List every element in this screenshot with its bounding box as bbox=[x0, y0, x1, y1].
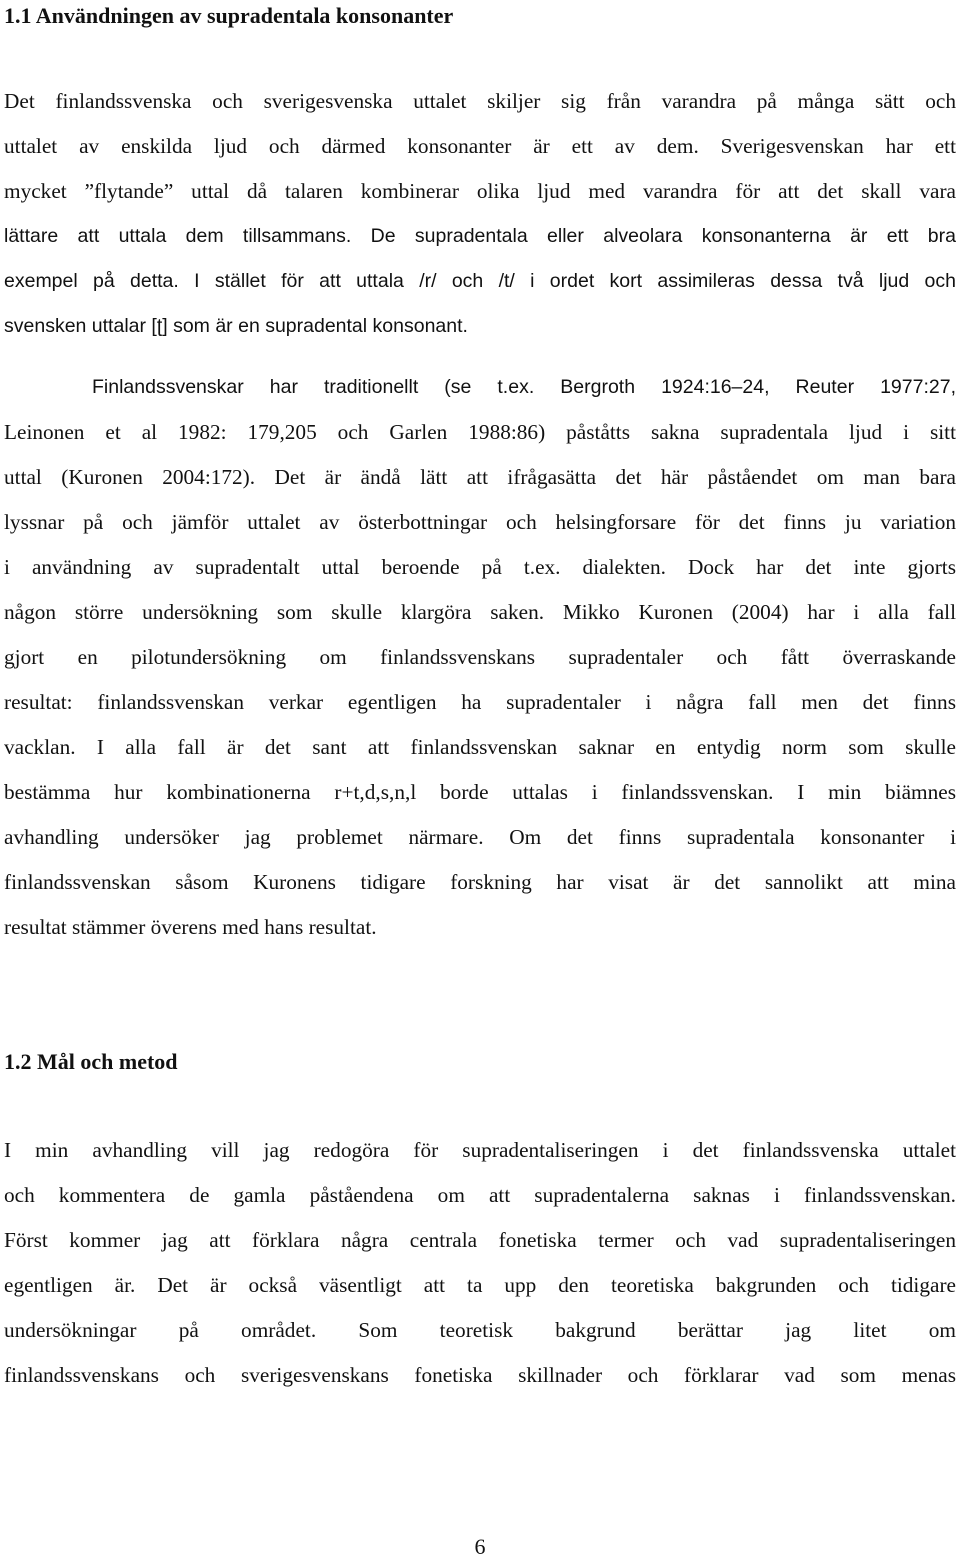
text-line: finlandssvenskans och sverigesvenskans fonetiska skillnader och förklarar vad som menas bbox=[4, 1363, 956, 1387]
text-line: vacklan. I alla fall är det sant att finlandssvenskan saknar en entydig norm som skulle bbox=[4, 735, 956, 759]
text-line: Leinonen et al 1982: 179,205 och Garlen 1988:86) påståtts sakna supradentala ljud i sitt bbox=[4, 420, 956, 444]
paragraph-3 bbox=[4, 1128, 956, 1398]
text-line: egentligen är. Det är också väsentligt att ta upp den teoretiska bakgrunden och tidigare bbox=[4, 1273, 956, 1297]
text-line: lyssnar på och jämför uttalet av österbottningar och helsingforsare för det finns ju variation bbox=[4, 510, 956, 534]
text-line: bestämma hur kombinationerna r+t,d,s,n,l borde uttalas i finlandssvenskan. I min biämnes bbox=[4, 780, 956, 804]
text-line: lättare att uttala dem tillsammans. De supradentala eller alveolara konsonanterna är ett bra bbox=[4, 225, 956, 247]
text-line: finlandssvenskan såsom Kuronens tidigare forskning har visat är det sannolikt att mina bbox=[4, 870, 956, 894]
text-line: mycket ”flytande” uttal då talaren kombinerar olika ljud med varandra för att det skall vara bbox=[4, 179, 956, 203]
text-line: resultat stämmer överens med hans resultat. bbox=[4, 915, 377, 939]
paragraph-2 bbox=[4, 365, 956, 950]
paragraph-1 bbox=[4, 79, 956, 349]
text-line: undersökningar på området. Som teoretisk bakgrund berättar jag litet om bbox=[4, 1318, 956, 1342]
text-line: Det finlandssvenska och sverigesvenska uttalet skiljer sig från varandra på många sätt och bbox=[4, 89, 956, 113]
section-heading-1: 1.1 Användningen av supradentala konsonanter bbox=[4, 3, 454, 28]
text-line: Finlandssvenskar har traditionellt (se t.ex. Bergroth 1924:16–24, Reuter 1977:27, bbox=[92, 376, 956, 398]
section-heading-2: 1.2 Mål och metod bbox=[4, 1049, 178, 1074]
text-line: någon större undersökning som skulle klargöra saken. Mikko Kuronen (2004) har i alla fall bbox=[4, 600, 956, 624]
text-line: uttal (Kuronen 2004:172). Det är ändå lätt att ifrågasätta det här påståendet om man bara bbox=[4, 465, 956, 489]
text-line: I min avhandling vill jag redogöra för supradentaliseringen i det finlandssvenska uttalet bbox=[4, 1138, 956, 1162]
text-line: i användning av supradentalt uttal beroende på t.ex. dialekten. Dock har det inte gjorts bbox=[4, 555, 956, 579]
text-line: uttalet av enskilda ljud och därmed konsonanter är ett av dem. Sverigesvenskan har ett bbox=[4, 134, 956, 158]
text-line: avhandling undersöker jag problemet närmare. Om det finns supradentala konsonanter i bbox=[4, 825, 956, 849]
text-line: exempel på detta. I stället för att uttala /r/ och /t/ i ordet kort assimileras dessa två ljud och bbox=[4, 270, 956, 292]
text-line: svensken uttalar [ʈ] som är en supradental konsonant. bbox=[4, 315, 468, 337]
text-line: gjort en pilotundersökning om finlandssvenskans supradentaler och fått överraskande bbox=[4, 645, 956, 669]
page-number: 6 bbox=[474, 1534, 486, 1559]
text-line: resultat: finlandssvenskan verkar egentligen ha supradentaler i några fall men det finns bbox=[4, 690, 956, 714]
text-line: Först kommer jag att förklara några centrala fonetiska termer och vad supradentaliseringen bbox=[4, 1228, 956, 1252]
text-line: och kommentera de gamla påståendena om att supradentalerna saknas i finlandssvenskan. bbox=[4, 1183, 956, 1207]
